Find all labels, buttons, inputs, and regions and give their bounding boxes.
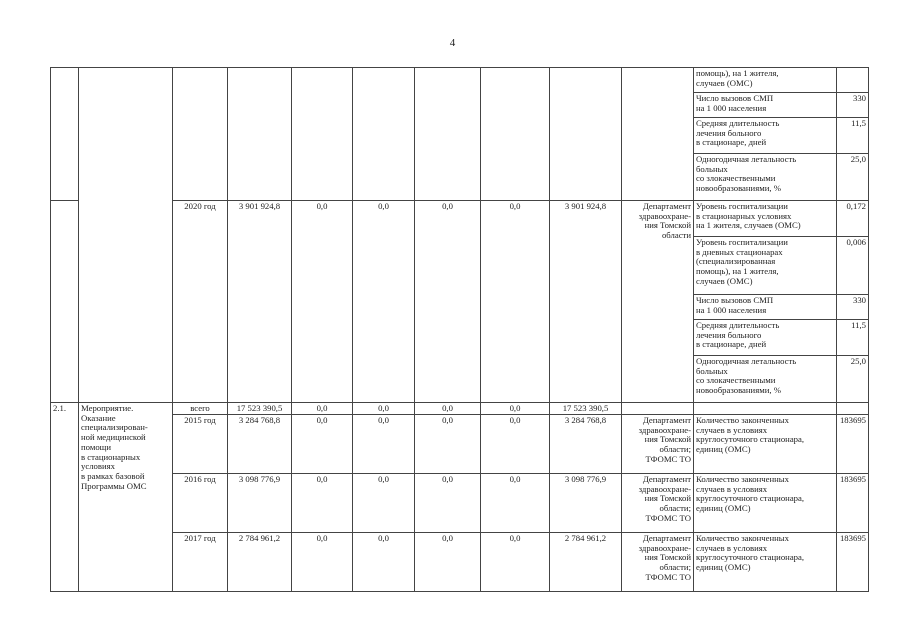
indicator-value: 25,0 bbox=[837, 154, 869, 201]
indicator-text: Число вызовов СМП на 1 000 населения bbox=[694, 93, 837, 118]
indicator-text: Уровень госпитализации в стационарных условиях на 1 жителя, случаев (ОМС) bbox=[694, 201, 837, 237]
oms-amount: 3 901 924,8 bbox=[550, 201, 622, 403]
table-row bbox=[51, 68, 869, 93]
indicator-value bbox=[837, 68, 869, 93]
oms-amount: 2 784 961,2 bbox=[550, 533, 622, 592]
indicator-text bbox=[694, 403, 837, 415]
fund-amount: 0,0 bbox=[415, 415, 481, 474]
indicator-text: Одногодичная летальность больных со злокачественными новообразованиями, % bbox=[694, 356, 837, 403]
indicator-value: 183695 bbox=[837, 415, 869, 474]
executor: Департамент здравоохране- ния Томской области; ТФОМС ТО bbox=[622, 415, 694, 474]
table-row bbox=[51, 474, 869, 533]
total-amount: 17 523 390,5 bbox=[228, 403, 292, 415]
indicator-value: 330 bbox=[837, 93, 869, 118]
indicator-text: Число вызовов СМП на 1 000 населения bbox=[694, 295, 837, 320]
cell-f1 bbox=[292, 68, 353, 201]
year-label: 2017 год bbox=[173, 533, 228, 592]
year-label: 2016 год bbox=[173, 474, 228, 533]
fund-amount: 0,0 bbox=[353, 201, 415, 403]
indicator-text: Количество законченных случаев в условиях круглосуточного стационара, единиц (ОМС) bbox=[694, 533, 837, 592]
indicator-value: 11,5 bbox=[837, 118, 869, 154]
executor: Департамент здравоохране- ния Томской области; ТФОМС ТО bbox=[622, 474, 694, 533]
indicator-text: Одногодичная летальность больных со злокачественными новообразованиями, % bbox=[694, 154, 837, 201]
oms-amount: 17 523 390,5 bbox=[550, 403, 622, 415]
page-number: 4 bbox=[449, 37, 456, 49]
oms-amount: 3 098 776,9 bbox=[550, 474, 622, 533]
table-row bbox=[51, 533, 869, 592]
year-label: 2020 год bbox=[173, 201, 228, 403]
cell-measure-name bbox=[79, 68, 173, 403]
fund-amount: 0,0 bbox=[415, 474, 481, 533]
year-label: всего bbox=[173, 403, 228, 415]
fund-amount: 0,0 bbox=[353, 474, 415, 533]
executor: Департамент здравоохране- ния Томской области bbox=[622, 201, 694, 403]
indicator-value: 330 bbox=[837, 295, 869, 320]
executor bbox=[622, 403, 694, 415]
fund-amount: 0,0 bbox=[353, 533, 415, 592]
fund-amount: 0,0 bbox=[292, 201, 353, 403]
indicator-value: 11,5 bbox=[837, 320, 869, 356]
indicator-value: 25,0 bbox=[837, 356, 869, 403]
fund-amount: 0,0 bbox=[481, 403, 550, 415]
fund-amount: 0,0 bbox=[353, 415, 415, 474]
indicator-value bbox=[837, 403, 869, 415]
measure-name: Мероприятие. Оказание специализирован- ной медицинской помощи в стационарных условиях в рамках базовой Программы ОМС bbox=[79, 403, 173, 592]
fund-amount: 0,0 bbox=[292, 474, 353, 533]
total-amount: 3 098 776,9 bbox=[228, 474, 292, 533]
year-label: 2015 год bbox=[173, 415, 228, 474]
indicator-value: 0,006 bbox=[837, 237, 869, 295]
indicator-text: Уровень госпитализации в дневных стационарах (специализированная помощь), на 1 жителя, случаев (ОМС) bbox=[694, 237, 837, 295]
total-amount: 3 284 768,8 bbox=[228, 415, 292, 474]
indicator-text: Количество законченных случаев в условиях круглосуточного стационара, единиц (ОМС) bbox=[694, 415, 837, 474]
fund-amount: 0,0 bbox=[481, 201, 550, 403]
cell-total bbox=[228, 68, 292, 201]
cell-number bbox=[51, 201, 79, 403]
fund-amount: 0,0 bbox=[292, 415, 353, 474]
program-table bbox=[50, 67, 869, 592]
total-amount: 2 784 961,2 bbox=[228, 533, 292, 592]
indicator-text: помощь), на 1 жителя, случаев (ОМС) bbox=[694, 68, 837, 93]
cell-f2 bbox=[353, 68, 415, 201]
cell-oms bbox=[550, 68, 622, 201]
fund-amount: 0,0 bbox=[415, 403, 481, 415]
fund-amount: 0,0 bbox=[481, 474, 550, 533]
fund-amount: 0,0 bbox=[353, 403, 415, 415]
table-row bbox=[51, 403, 869, 415]
fund-amount: 0,0 bbox=[415, 533, 481, 592]
total-amount: 3 901 924,8 bbox=[228, 201, 292, 403]
cell-f3 bbox=[415, 68, 481, 201]
cell-year bbox=[173, 68, 228, 201]
indicator-value: 183695 bbox=[837, 474, 869, 533]
indicator-value: 0,172 bbox=[837, 201, 869, 237]
cell-executor bbox=[622, 68, 694, 201]
cell-f4 bbox=[481, 68, 550, 201]
fund-amount: 0,0 bbox=[292, 403, 353, 415]
indicator-value: 183695 bbox=[837, 533, 869, 592]
fund-amount: 0,0 bbox=[292, 533, 353, 592]
cell-number bbox=[51, 68, 79, 201]
measure-number: 2.1. bbox=[51, 403, 79, 592]
fund-amount: 0,0 bbox=[481, 415, 550, 474]
indicator-text: Средняя длительность лечения больного в стационаре, дней bbox=[694, 118, 837, 154]
fund-amount: 0,0 bbox=[415, 201, 481, 403]
indicator-text: Средняя длительность лечения больного в стационаре, дней bbox=[694, 320, 837, 356]
executor: Департамент здравоохране- ния Томской области; ТФОМС ТО bbox=[622, 533, 694, 592]
oms-amount: 3 284 768,8 bbox=[550, 415, 622, 474]
table-row bbox=[51, 201, 869, 237]
fund-amount: 0,0 bbox=[481, 533, 550, 592]
table-row bbox=[51, 415, 869, 474]
indicator-text: Количество законченных случаев в условиях круглосуточного стационара, единиц (ОМС) bbox=[694, 474, 837, 533]
